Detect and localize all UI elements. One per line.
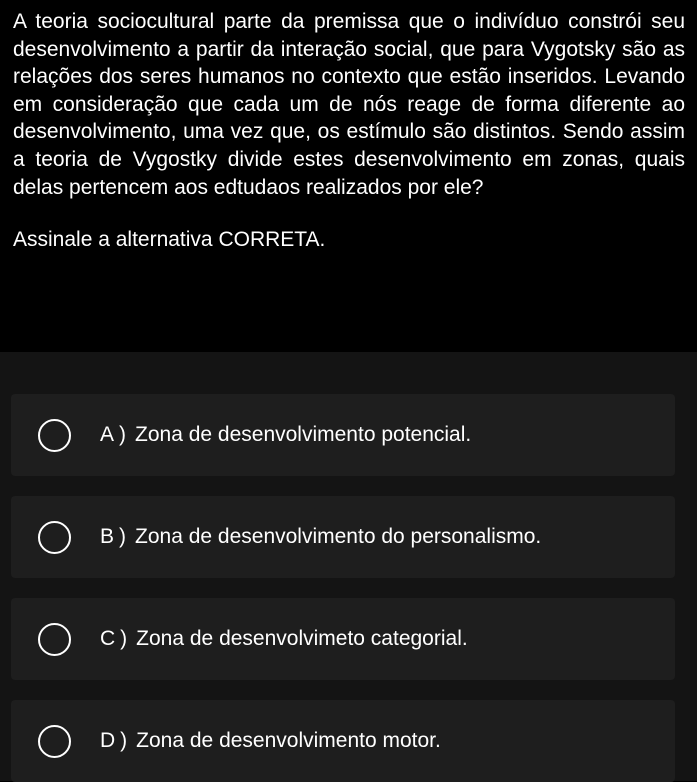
option-a[interactable] [11, 394, 675, 476]
option-paren: ) [119, 423, 127, 446]
option-paren: ) [119, 525, 127, 548]
radio-button-icon[interactable] [38, 521, 71, 554]
option-letter: A [100, 423, 115, 446]
question-panel [0, 0, 697, 352]
option-letter: C [100, 627, 116, 650]
option-b[interactable] [11, 496, 675, 578]
question-instruction: Assinale a alternativa CORRETA. [13, 228, 326, 252]
option-d[interactable] [11, 700, 675, 782]
options-area [0, 352, 697, 781]
option-text: Zona de desenvolvimeto categorial. [136, 627, 468, 650]
radio-button-icon[interactable] [38, 623, 71, 656]
option-paren: ) [120, 729, 128, 752]
option-paren: ) [120, 627, 128, 650]
question-text: A teoria sociocultural parte da premissa que o indivíduo constrói seu desenvolvimento a partir da interação social, que para Vygotsky são as relações dos seres humanos no contexto que estão inseridos. Levando em consideração que cada um de nós reage de forma diferente ao desenvolvimento, uma vez que, os estímulo são distintos. Sendo assim a teoria de Vygostky divide estes desenvolvimento em zonas, quais delas pertencem aos edtudaos realizados por ele? [13, 10, 685, 199]
option-text: Zona de desenvolvimento potencial. [135, 423, 472, 446]
option-text: Zona de desenvolvimento do personalismo. [135, 525, 542, 548]
radio-button-icon[interactable] [38, 725, 71, 758]
option-letter: D [100, 729, 116, 752]
radio-button-icon[interactable] [38, 419, 71, 452]
option-letter: B [100, 525, 115, 548]
option-text: Zona de desenvolvimento motor. [136, 729, 441, 752]
option-c[interactable] [11, 598, 675, 680]
